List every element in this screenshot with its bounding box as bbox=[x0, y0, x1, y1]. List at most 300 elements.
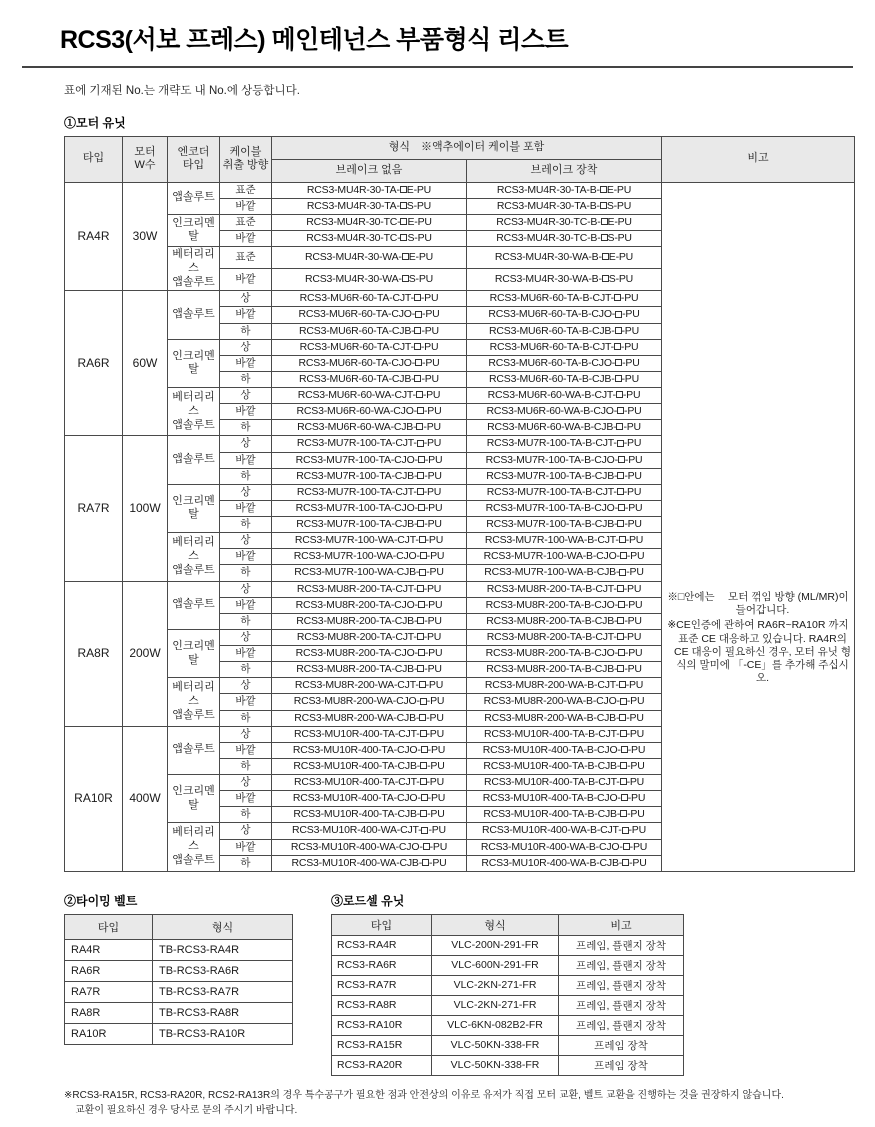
load-cell-table bbox=[331, 914, 684, 1076]
cell-belt-model: TB-RCS3-RA4R bbox=[153, 939, 293, 960]
square-placeholder-icon bbox=[620, 730, 627, 737]
footnotes bbox=[64, 1088, 853, 1119]
cell-cable-direction: 하 bbox=[220, 613, 272, 629]
cell-model-no-brake: RCS3-MU4R-30-WA- E-PU bbox=[272, 247, 467, 269]
cell-model-with-brake: RCS3-MU8R-200-TA-B-CJO- -PU bbox=[467, 597, 662, 613]
table-row bbox=[65, 939, 293, 960]
square-placeholder-icon bbox=[622, 827, 629, 834]
square-placeholder-icon bbox=[417, 665, 424, 672]
document-note: 표에 기재된 No.는 개략도 내 No.에 상등합니다. bbox=[64, 85, 300, 97]
square-placeholder-icon bbox=[619, 536, 626, 543]
cell-cable-direction: 상 bbox=[220, 291, 272, 307]
table-row bbox=[332, 1035, 684, 1055]
cell-model-with-brake: RCS3-MU10R-400-TA-B-CJT- -PU bbox=[467, 775, 662, 791]
cell-type: RA10R bbox=[65, 726, 123, 871]
bottom-sections bbox=[64, 892, 853, 1076]
cell-cable-direction: 하 bbox=[220, 855, 272, 871]
cell-loadcell-remark: 프레임, 플랜지 장착 bbox=[559, 1015, 684, 1035]
square-placeholder-icon bbox=[601, 234, 608, 241]
cell-cable-direction: 상 bbox=[220, 629, 272, 645]
cell-model-no-brake: RCS3-MU6R-60-TA-CJT- -PU bbox=[272, 339, 467, 355]
cell-cable-direction: 하 bbox=[220, 662, 272, 678]
square-placeholder-icon bbox=[420, 778, 427, 785]
square-placeholder-icon bbox=[416, 391, 423, 398]
cell-model-with-brake: RCS3-MU7R-100-TA-B-CJO- -PU bbox=[467, 452, 662, 468]
square-placeholder-icon bbox=[414, 294, 421, 301]
cell-cable-direction: 상 bbox=[220, 823, 272, 839]
square-placeholder-icon bbox=[417, 488, 424, 495]
square-placeholder-icon bbox=[617, 440, 624, 447]
cell-cable-direction: 바깥 bbox=[220, 269, 272, 291]
cell-encoder-type: 베터리리스 앱솔루트 bbox=[168, 247, 220, 291]
cell-loadcell-model: VLC-2KN-271-FR bbox=[432, 975, 559, 995]
cell-model-no-brake: RCS3-MU4R-30-TA- S-PU bbox=[272, 198, 467, 214]
cell-type: RA6R bbox=[65, 291, 123, 436]
square-placeholder-icon bbox=[621, 746, 628, 753]
motor-unit-table-body bbox=[65, 182, 855, 871]
cell-encoder-type: 앱솔루트 bbox=[168, 182, 220, 214]
square-placeholder-icon bbox=[618, 504, 625, 511]
square-placeholder-icon bbox=[616, 391, 623, 398]
cell-loadcell-model: VLC-200N-291-FR bbox=[432, 935, 559, 955]
cell-belt-type: RA4R bbox=[65, 939, 153, 960]
cell-model-with-brake: RCS3-MU8R-200-TA-B-CJB- -PU bbox=[467, 662, 662, 678]
cell-model-with-brake: RCS3-MU4R-30-TA-B- E-PU bbox=[467, 182, 662, 198]
cell-loadcell-remark: 프레임, 플랜지 장착 bbox=[559, 995, 684, 1015]
square-placeholder-icon bbox=[618, 601, 625, 608]
cell-encoder-type: 인크리멘탈 bbox=[168, 484, 220, 532]
cell-cable-direction: 상 bbox=[220, 581, 272, 597]
cell-model-with-brake: RCS3-MU7R-100-WA-B-CJB- -PU bbox=[467, 565, 662, 581]
cell-model-with-brake: RCS3-MU8R-200-TA-B-CJT- -PU bbox=[467, 629, 662, 645]
cell-loadcell-remark: 프레임, 플랜지 장착 bbox=[559, 955, 684, 975]
table-row bbox=[65, 960, 293, 981]
cell-loadcell-model: VLC-600N-291-FR bbox=[432, 955, 559, 975]
cell-loadcell-model: VLC-2KN-271-FR bbox=[432, 995, 559, 1015]
square-placeholder-icon bbox=[418, 504, 425, 511]
cell-encoder-type: 인크리멘탈 bbox=[168, 775, 220, 823]
cell-encoder-type: 앱솔루트 bbox=[168, 291, 220, 339]
cell-encoder-type: 앱솔루트 bbox=[168, 726, 220, 774]
cell-encoder-type: 앱솔루트 bbox=[168, 581, 220, 629]
cell-cable-direction: 바깥 bbox=[220, 646, 272, 662]
timing-belt-table bbox=[64, 914, 293, 1045]
cell-cable-direction: 상 bbox=[220, 484, 272, 500]
square-placeholder-icon bbox=[417, 585, 424, 592]
cell-model-no-brake: RCS3-MU8R-200-WA-CJT- -PU bbox=[272, 678, 467, 694]
cell-model-with-brake: RCS3-MU4R-30-WA-B- S-PU bbox=[467, 269, 662, 291]
cell-belt-type: RA10R bbox=[65, 1023, 153, 1044]
square-placeholder-icon bbox=[420, 730, 427, 737]
cell-belt-model: TB-RCS3-RA6R bbox=[153, 960, 293, 981]
cell-encoder-type: 인크리멘탈 bbox=[168, 214, 220, 246]
square-placeholder-icon bbox=[617, 633, 624, 640]
cell-model-no-brake: RCS3-MU6R-60-TA-CJT- -PU bbox=[272, 291, 467, 307]
cell-model-no-brake: RCS3-MU7R-100-TA-CJT- -PU bbox=[272, 436, 467, 452]
cell-model-with-brake: RCS3-MU8R-200-TA-B-CJB- -PU bbox=[467, 613, 662, 629]
cell-cable-direction: 하 bbox=[220, 807, 272, 823]
square-placeholder-icon bbox=[402, 253, 409, 260]
cell-model-with-brake: RCS3-MU8R-200-WA-B-CJB- -PU bbox=[467, 710, 662, 726]
square-placeholder-icon bbox=[419, 714, 426, 721]
cell-encoder-type: 베터리리스 앱솔루트 bbox=[168, 388, 220, 436]
square-placeholder-icon bbox=[400, 218, 407, 225]
cell-model-with-brake: RCS3-MU7R-100-TA-B-CJB- -PU bbox=[467, 468, 662, 484]
cell-model-with-brake: RCS3-MU10R-400-TA-B-CJB- -PU bbox=[467, 758, 662, 774]
square-placeholder-icon bbox=[600, 202, 607, 209]
cell-cable-direction: 상 bbox=[220, 726, 272, 742]
cell-loadcell-model: VLC-6KN-082B2-FR bbox=[432, 1015, 559, 1035]
cell-cable-direction: 표준 bbox=[220, 247, 272, 269]
col-header-watt: 모터 W수 bbox=[123, 137, 168, 183]
cell-encoder-type: 베터리리스 앱솔루트 bbox=[168, 678, 220, 726]
section-label-timing-belt: ②타이밍 벨트 bbox=[64, 893, 138, 908]
square-placeholder-icon bbox=[615, 327, 622, 334]
square-placeholder-icon bbox=[421, 794, 428, 801]
cell-model-with-brake: RCS3-MU10R-400-TA-B-CJO- -PU bbox=[467, 791, 662, 807]
square-placeholder-icon bbox=[621, 794, 628, 801]
square-placeholder-icon bbox=[615, 359, 622, 366]
square-placeholder-icon bbox=[602, 275, 609, 282]
square-placeholder-icon bbox=[420, 552, 427, 559]
cell-model-with-brake: RCS3-MU10R-400-WA-B-CJB- -PU bbox=[467, 855, 662, 871]
cell-watt: 100W bbox=[123, 436, 168, 581]
square-placeholder-icon bbox=[614, 343, 621, 350]
square-placeholder-icon bbox=[615, 375, 622, 382]
square-placeholder-icon bbox=[400, 202, 407, 209]
square-placeholder-icon bbox=[620, 552, 627, 559]
col-header-type: 타입 bbox=[65, 137, 123, 183]
footnote-line-1: ※RCS3-RA15R, RCS3-RA20R, RCS2-RA13R의 경우 특수공구가 필요한 점과 안전상의 이유로 유저가 직접 모터 교환, 벨트 교환을 진행하는 것을 권장하지 않습니다. bbox=[64, 1089, 784, 1101]
load-col-header-remark: 비고 bbox=[559, 914, 684, 935]
cell-cable-direction: 바깥 bbox=[220, 500, 272, 516]
cell-belt-model: TB-RCS3-RA8R bbox=[153, 1002, 293, 1023]
cell-cable-direction: 바깥 bbox=[220, 694, 272, 710]
load-cell-section bbox=[331, 892, 684, 1076]
square-placeholder-icon bbox=[421, 827, 428, 834]
page-title: RCS3(서보 프레스) 메인테넌스 부품형식 리스트 bbox=[60, 26, 569, 54]
cell-cable-direction: 바깥 bbox=[220, 404, 272, 420]
cell-cable-direction: 상 bbox=[220, 388, 272, 404]
cell-model-no-brake: RCS3-MU6R-60-WA-CJB- -PU bbox=[272, 420, 467, 436]
cell-model-no-brake: RCS3-MU6R-60-TA-CJB- -PU bbox=[272, 323, 467, 339]
square-placeholder-icon bbox=[618, 456, 625, 463]
cell-type: RA4R bbox=[65, 182, 123, 291]
cell-cable-direction: 하 bbox=[220, 565, 272, 581]
cell-model-no-brake: RCS3-MU4R-30-TA- E-PU bbox=[272, 182, 467, 198]
square-placeholder-icon bbox=[614, 294, 621, 301]
square-placeholder-icon bbox=[619, 569, 626, 576]
cell-model-no-brake: RCS3-MU4R-30-TC- S-PU bbox=[272, 230, 467, 246]
table-row bbox=[65, 1023, 293, 1044]
table-row bbox=[332, 995, 684, 1015]
cell-model-no-brake: RCS3-MU4R-30-WA- S-PU bbox=[272, 269, 467, 291]
cell-loadcell-type: RCS3-RA10R bbox=[332, 1015, 432, 1035]
cell-model-no-brake: RCS3-MU7R-100-TA-CJO- -PU bbox=[272, 500, 467, 516]
cell-model-with-brake: RCS3-MU6R-60-TA-B-CJO- -PU bbox=[467, 355, 662, 371]
square-placeholder-icon bbox=[414, 375, 421, 382]
cell-model-with-brake: RCS3-MU6R-60-TA-B-CJB- -PU bbox=[467, 323, 662, 339]
cell-encoder-type: 앱솔루트 bbox=[168, 436, 220, 484]
square-placeholder-icon bbox=[414, 343, 421, 350]
square-placeholder-icon bbox=[418, 456, 425, 463]
square-placeholder-icon bbox=[619, 714, 626, 721]
cell-model-no-brake: RCS3-MU6R-60-TA-CJO- -PU bbox=[272, 355, 467, 371]
square-placeholder-icon bbox=[417, 520, 424, 527]
square-placeholder-icon bbox=[617, 488, 624, 495]
cell-model-with-brake: RCS3-MU6R-60-WA-B-CJT- -PU bbox=[467, 388, 662, 404]
load-col-header-type: 타입 bbox=[332, 914, 432, 935]
square-placeholder-icon bbox=[617, 520, 624, 527]
table-row bbox=[65, 182, 855, 198]
square-placeholder-icon bbox=[418, 601, 425, 608]
section-label-load-cell: ③로드셀 유닛 bbox=[331, 893, 405, 908]
square-placeholder-icon bbox=[616, 423, 623, 430]
square-placeholder-icon bbox=[419, 681, 426, 688]
square-placeholder-icon bbox=[417, 617, 424, 624]
cell-belt-type: RA7R bbox=[65, 981, 153, 1002]
cell-model-with-brake: RCS3-MU6R-60-TA-B-CJB- -PU bbox=[467, 371, 662, 387]
cell-watt: 30W bbox=[123, 182, 168, 291]
cell-watt: 200W bbox=[123, 581, 168, 726]
cell-model-no-brake: RCS3-MU6R-60-WA-CJT- -PU bbox=[272, 388, 467, 404]
cell-model-with-brake: RCS3-MU6R-60-TA-B-CJT- -PU bbox=[467, 339, 662, 355]
cell-model-no-brake: RCS3-MU7R-100-WA-CJO- -PU bbox=[272, 549, 467, 565]
cell-model-with-brake: RCS3-MU8R-200-WA-B-CJO- -PU bbox=[467, 694, 662, 710]
square-placeholder-icon bbox=[418, 649, 425, 656]
table-row bbox=[332, 975, 684, 995]
cell-cable-direction: 바깥 bbox=[220, 452, 272, 468]
cell-model-no-brake: RCS3-MU7R-100-TA-CJB- -PU bbox=[272, 517, 467, 533]
cell-cable-direction: 표준 bbox=[220, 214, 272, 230]
cell-encoder-type: 베터리리스 앱솔루트 bbox=[168, 823, 220, 871]
footnote-line-2: 교환이 필요하신 경우 당사로 문의 주시기 바랍니다. bbox=[75, 1105, 298, 1117]
square-placeholder-icon bbox=[414, 327, 421, 334]
cell-model-no-brake: RCS3-MU7R-100-TA-CJT- -PU bbox=[272, 484, 467, 500]
cell-model-no-brake: RCS3-MU7R-100-TA-CJO- -PU bbox=[272, 452, 467, 468]
square-placeholder-icon bbox=[622, 859, 629, 866]
cell-model-no-brake: RCS3-MU8R-200-TA-CJT- -PU bbox=[272, 581, 467, 597]
col-header-no-brake: 브레이크 없음 bbox=[272, 159, 467, 182]
cell-cable-direction: 상 bbox=[220, 678, 272, 694]
square-placeholder-icon bbox=[417, 440, 424, 447]
cell-cable-direction: 하 bbox=[220, 323, 272, 339]
remark-line: ※CE인증에 관하여 RA6R~RA10R 까지 표준 CE 대응하고 있습니다. RA4R의 CE 대응이 필요하신 경우, 모터 유닛 형식의 말미에 「-CE」를 추가해 주십시오. bbox=[667, 619, 851, 684]
cell-cable-direction: 바깥 bbox=[220, 839, 272, 855]
square-placeholder-icon bbox=[420, 762, 427, 769]
cell-cable-direction: 바깥 bbox=[220, 549, 272, 565]
square-placeholder-icon bbox=[617, 472, 624, 479]
cell-model-with-brake: RCS3-MU10R-400-WA-B-CJO- -PU bbox=[467, 839, 662, 855]
square-placeholder-icon bbox=[417, 407, 424, 414]
square-placeholder-icon bbox=[416, 423, 423, 430]
square-placeholder-icon bbox=[618, 649, 625, 656]
square-placeholder-icon bbox=[617, 617, 624, 624]
cell-model-no-brake: RCS3-MU10R-400-WA-CJO- -PU bbox=[272, 839, 467, 855]
col-header-model-group: 형식 ※액추에이터 케이블 포함 bbox=[272, 137, 662, 160]
cell-model-no-brake: RCS3-MU7R-100-WA-CJB- -PU bbox=[272, 565, 467, 581]
cell-encoder-type: 베터리리스 앱솔루트 bbox=[168, 533, 220, 581]
square-placeholder-icon bbox=[419, 536, 426, 543]
cell-model-no-brake: RCS3-MU10R-400-TA-CJO- -PU bbox=[272, 791, 467, 807]
square-placeholder-icon bbox=[620, 762, 627, 769]
square-placeholder-icon bbox=[423, 843, 430, 850]
cell-cable-direction: 하 bbox=[220, 710, 272, 726]
cell-model-no-brake: RCS3-MU8R-200-WA-CJO- -PU bbox=[272, 694, 467, 710]
cell-belt-model: TB-RCS3-RA7R bbox=[153, 981, 293, 1002]
cell-model-no-brake: RCS3-MU10R-400-TA-CJT- -PU bbox=[272, 726, 467, 742]
square-placeholder-icon bbox=[600, 186, 607, 193]
square-placeholder-icon bbox=[619, 681, 626, 688]
cell-model-no-brake: RCS3-MU8R-200-TA-CJB- -PU bbox=[272, 613, 467, 629]
belt-col-header-model: 형식 bbox=[153, 914, 293, 939]
cell-model-no-brake: RCS3-MU8R-200-TA-CJT- -PU bbox=[272, 629, 467, 645]
cell-encoder-type: 인크리멘탈 bbox=[168, 339, 220, 387]
square-placeholder-icon bbox=[417, 633, 424, 640]
cell-model-no-brake: RCS3-MU8R-200-TA-CJO- -PU bbox=[272, 646, 467, 662]
square-placeholder-icon bbox=[415, 311, 422, 318]
cell-cable-direction: 바깥 bbox=[220, 742, 272, 758]
cell-model-with-brake: RCS3-MU4R-30-TC-B- E-PU bbox=[467, 214, 662, 230]
cell-cable-direction: 하 bbox=[220, 371, 272, 387]
square-placeholder-icon bbox=[400, 234, 407, 241]
cell-encoder-type: 인크리멘탈 bbox=[168, 629, 220, 677]
cell-model-with-brake: RCS3-MU7R-100-TA-B-CJT- -PU bbox=[467, 484, 662, 500]
cell-loadcell-type: RCS3-RA4R bbox=[332, 935, 432, 955]
cell-cable-direction: 하 bbox=[220, 420, 272, 436]
col-header-encoder: 엔코더 타입 bbox=[168, 137, 220, 183]
cell-loadcell-remark: 프레임, 플랜지 장착 bbox=[559, 975, 684, 995]
table-row bbox=[332, 935, 684, 955]
cell-cable-direction: 바깥 bbox=[220, 597, 272, 613]
cell-model-no-brake: RCS3-MU4R-30-TC- E-PU bbox=[272, 214, 467, 230]
cell-model-no-brake: RCS3-MU8R-200-TA-CJB- -PU bbox=[272, 662, 467, 678]
belt-col-header-type: 타입 bbox=[65, 914, 153, 939]
square-placeholder-icon bbox=[601, 218, 608, 225]
cell-model-with-brake: RCS3-MU4R-30-WA-B- E-PU bbox=[467, 247, 662, 269]
cell-cable-direction: 바깥 bbox=[220, 355, 272, 371]
col-header-remark: 비고 bbox=[662, 137, 855, 183]
cell-belt-model: TB-RCS3-RA10R bbox=[153, 1023, 293, 1044]
cell-remark bbox=[662, 182, 855, 871]
cell-loadcell-type: RCS3-RA8R bbox=[332, 995, 432, 1015]
square-placeholder-icon bbox=[617, 585, 624, 592]
cell-model-with-brake: RCS3-MU6R-60-WA-B-CJO- -PU bbox=[467, 404, 662, 420]
cell-model-with-brake: RCS3-MU10R-400-TA-B-CJO- -PU bbox=[467, 742, 662, 758]
table-row bbox=[65, 1002, 293, 1023]
cell-belt-type: RA8R bbox=[65, 1002, 153, 1023]
cell-loadcell-type: RCS3-RA6R bbox=[332, 955, 432, 975]
cell-loadcell-model: VLC-50KN-338-FR bbox=[432, 1035, 559, 1055]
remark-line: ※□안에는 모터 꺾임 방향 (ML/MR)이 들어갑니다. bbox=[667, 591, 849, 617]
square-placeholder-icon bbox=[620, 698, 627, 705]
cell-cable-direction: 바깥 bbox=[220, 230, 272, 246]
col-header-cable-direction: 케이블 취출 방향 bbox=[220, 137, 272, 183]
motor-unit-table-head bbox=[65, 137, 855, 183]
square-placeholder-icon bbox=[400, 186, 407, 193]
timing-belt-table-body bbox=[65, 939, 293, 1044]
cell-cable-direction: 상 bbox=[220, 339, 272, 355]
cell-belt-type: RA6R bbox=[65, 960, 153, 981]
cell-cable-direction: 표준 bbox=[220, 182, 272, 198]
cell-model-with-brake: RCS3-MU8R-200-TA-B-CJO- -PU bbox=[467, 646, 662, 662]
cell-loadcell-model: VLC-50KN-338-FR bbox=[432, 1055, 559, 1075]
cell-model-no-brake: RCS3-MU10R-400-WA-CJT- -PU bbox=[272, 823, 467, 839]
square-placeholder-icon bbox=[420, 810, 427, 817]
square-placeholder-icon bbox=[615, 311, 622, 318]
cell-model-with-brake: RCS3-MU7R-100-TA-B-CJO- -PU bbox=[467, 500, 662, 516]
cell-model-with-brake: RCS3-MU8R-200-WA-B-CJT- -PU bbox=[467, 678, 662, 694]
cell-watt: 60W bbox=[123, 291, 168, 436]
cell-model-no-brake: RCS3-MU6R-60-WA-CJO- -PU bbox=[272, 404, 467, 420]
square-placeholder-icon bbox=[422, 859, 429, 866]
cell-model-with-brake: RCS3-MU8R-200-TA-B-CJT- -PU bbox=[467, 581, 662, 597]
cell-model-no-brake: RCS3-MU6R-60-TA-CJO- -PU bbox=[272, 307, 467, 323]
square-placeholder-icon bbox=[421, 746, 428, 753]
cell-cable-direction: 하 bbox=[220, 758, 272, 774]
cell-model-with-brake: RCS3-MU6R-60-TA-B-CJO- -PU bbox=[467, 307, 662, 323]
cell-loadcell-remark: 프레임, 플랜지 장착 bbox=[559, 935, 684, 955]
cell-cable-direction: 하 bbox=[220, 468, 272, 484]
cell-model-with-brake: RCS3-MU10R-400-WA-B-CJT- -PU bbox=[467, 823, 662, 839]
square-placeholder-icon bbox=[617, 407, 624, 414]
cell-type: RA7R bbox=[65, 436, 123, 581]
cell-watt: 400W bbox=[123, 726, 168, 871]
square-placeholder-icon bbox=[623, 843, 630, 850]
col-header-with-brake: 브레이크 장착 bbox=[467, 159, 662, 182]
cell-loadcell-remark: 프레임 장착 bbox=[559, 1035, 684, 1055]
square-placeholder-icon bbox=[419, 569, 426, 576]
cell-model-with-brake: RCS3-MU7R-100-TA-B-CJB- -PU bbox=[467, 517, 662, 533]
title-divider bbox=[22, 66, 853, 68]
square-placeholder-icon bbox=[417, 472, 424, 479]
load-cell-table-body bbox=[332, 935, 684, 1075]
table-row bbox=[332, 955, 684, 975]
motor-unit-table bbox=[64, 136, 855, 872]
cell-model-with-brake: RCS3-MU6R-60-WA-B-CJB- -PU bbox=[467, 420, 662, 436]
cell-cable-direction: 상 bbox=[220, 775, 272, 791]
timing-belt-section bbox=[64, 892, 293, 1076]
cell-model-with-brake: RCS3-MU4R-30-TA-B- S-PU bbox=[467, 198, 662, 214]
cell-cable-direction: 하 bbox=[220, 517, 272, 533]
square-placeholder-icon bbox=[402, 275, 409, 282]
square-placeholder-icon bbox=[617, 665, 624, 672]
cell-model-no-brake: RCS3-MU10R-400-WA-CJB- -PU bbox=[272, 855, 467, 871]
table-row bbox=[332, 1015, 684, 1035]
square-placeholder-icon bbox=[415, 359, 422, 366]
cell-model-with-brake: RCS3-MU7R-100-WA-B-CJO- -PU bbox=[467, 549, 662, 565]
cell-model-with-brake: RCS3-MU4R-30-TC-B- S-PU bbox=[467, 230, 662, 246]
cell-cable-direction: 바깥 bbox=[220, 791, 272, 807]
cell-model-no-brake: RCS3-MU7R-100-TA-CJB- -PU bbox=[272, 468, 467, 484]
square-placeholder-icon bbox=[620, 810, 627, 817]
cell-model-with-brake: RCS3-MU10R-400-TA-B-CJT- -PU bbox=[467, 726, 662, 742]
cell-cable-direction: 바깥 bbox=[220, 198, 272, 214]
cell-model-no-brake: RCS3-MU7R-100-WA-CJT- -PU bbox=[272, 533, 467, 549]
table-row bbox=[65, 981, 293, 1002]
square-placeholder-icon bbox=[620, 778, 627, 785]
cell-model-no-brake: RCS3-MU10R-400-TA-CJT- -PU bbox=[272, 775, 467, 791]
section-label-motor-unit: ①모터 유닛 bbox=[64, 116, 126, 130]
cell-model-no-brake: RCS3-MU10R-400-TA-CJB- -PU bbox=[272, 758, 467, 774]
cell-loadcell-type: RCS3-RA20R bbox=[332, 1055, 432, 1075]
square-placeholder-icon bbox=[602, 253, 609, 260]
cell-cable-direction: 바깥 bbox=[220, 307, 272, 323]
cell-model-with-brake: RCS3-MU10R-400-TA-B-CJB- -PU bbox=[467, 807, 662, 823]
cell-model-no-brake: RCS3-MU10R-400-TA-CJB- -PU bbox=[272, 807, 467, 823]
cell-model-no-brake: RCS3-MU8R-200-WA-CJB- -PU bbox=[272, 710, 467, 726]
table-row bbox=[332, 1055, 684, 1075]
